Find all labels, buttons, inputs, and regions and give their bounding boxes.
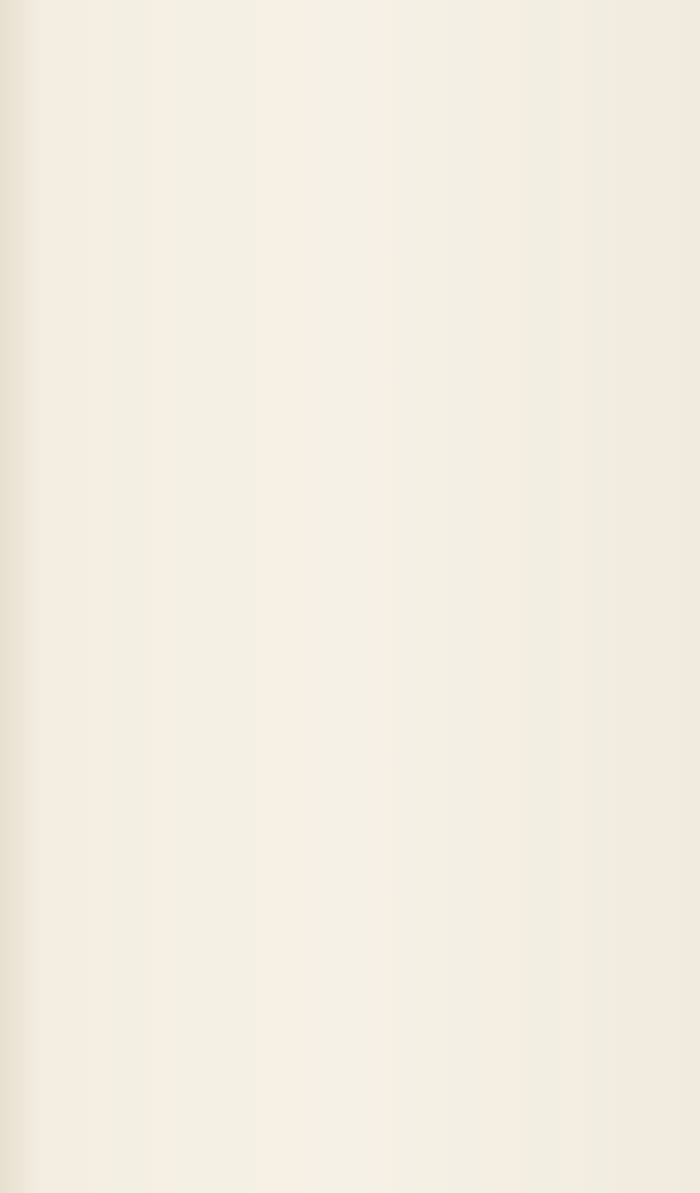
body-text [84,104,554,1039]
running-head [0,76,700,96]
